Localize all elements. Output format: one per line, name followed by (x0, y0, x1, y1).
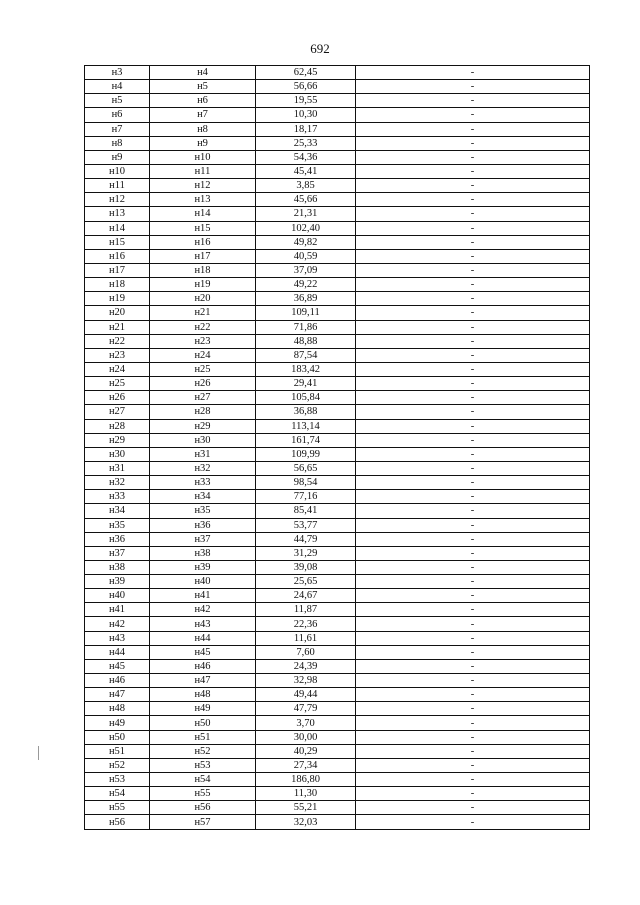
from-point-cell: н22 (85, 334, 150, 348)
table-row (85, 659, 590, 673)
table-row (85, 193, 590, 207)
table-row (85, 560, 590, 574)
to-point-cell: н43 (150, 617, 256, 631)
table-row (85, 179, 590, 193)
note-cell: - (356, 249, 590, 263)
note-cell: - (356, 122, 590, 136)
table-row (85, 292, 590, 306)
distance-cell: 36,88 (256, 405, 356, 419)
from-point-cell: н10 (85, 164, 150, 178)
table-row (85, 674, 590, 688)
table-row (85, 320, 590, 334)
to-point-cell: н16 (150, 235, 256, 249)
from-point-cell: н47 (85, 688, 150, 702)
note-cell: - (356, 560, 590, 574)
to-point-cell: н9 (150, 136, 256, 150)
to-point-cell: н37 (150, 532, 256, 546)
from-point-cell: н48 (85, 702, 150, 716)
table-row (85, 447, 590, 461)
from-point-cell: н17 (85, 263, 150, 277)
note-cell: - (356, 461, 590, 475)
table-row (85, 94, 590, 108)
to-point-cell: н48 (150, 688, 256, 702)
distance-cell: 85,41 (256, 504, 356, 518)
note-cell: - (356, 617, 590, 631)
distance-cell: 21,31 (256, 207, 356, 221)
distance-cell: 87,54 (256, 348, 356, 362)
note-cell: - (356, 730, 590, 744)
note-cell: - (356, 744, 590, 758)
from-point-cell: н5 (85, 94, 150, 108)
to-point-cell: н7 (150, 108, 256, 122)
table-row (85, 419, 590, 433)
distance-cell: 47,79 (256, 702, 356, 716)
distance-cell: 49,22 (256, 278, 356, 292)
to-point-cell: н44 (150, 631, 256, 645)
distance-cell: 24,39 (256, 659, 356, 673)
note-cell: - (356, 758, 590, 772)
from-point-cell: н23 (85, 348, 150, 362)
distance-cell: 62,45 (256, 66, 356, 80)
table-row (85, 348, 590, 362)
distance-cell: 49,44 (256, 688, 356, 702)
distance-cell: 56,66 (256, 80, 356, 94)
distance-cell: 18,17 (256, 122, 356, 136)
note-cell: - (356, 603, 590, 617)
from-point-cell: н39 (85, 575, 150, 589)
from-point-cell: н3 (85, 66, 150, 80)
table-row (85, 518, 590, 532)
note-cell: - (356, 688, 590, 702)
table-row (85, 80, 590, 94)
distance-cell: 25,33 (256, 136, 356, 150)
to-point-cell: н5 (150, 80, 256, 94)
from-point-cell: н14 (85, 221, 150, 235)
table-row (85, 433, 590, 447)
note-cell: - (356, 362, 590, 376)
note-cell: - (356, 773, 590, 787)
from-point-cell: н4 (85, 80, 150, 94)
note-cell: - (356, 66, 590, 80)
from-point-cell: н13 (85, 207, 150, 221)
note-cell: - (356, 348, 590, 362)
page-number: 692 (310, 41, 330, 56)
from-point-cell: н55 (85, 801, 150, 815)
from-point-cell: н27 (85, 405, 150, 419)
distance-cell: 49,82 (256, 235, 356, 249)
to-point-cell: н4 (150, 66, 256, 80)
distance-cell: 7,60 (256, 645, 356, 659)
from-point-cell: н18 (85, 278, 150, 292)
from-point-cell: н7 (85, 122, 150, 136)
table-row (85, 263, 590, 277)
from-point-cell: н50 (85, 730, 150, 744)
from-point-cell: н8 (85, 136, 150, 150)
distance-cell: 11,87 (256, 603, 356, 617)
table-row (85, 716, 590, 730)
table-row (85, 645, 590, 659)
from-point-cell: н30 (85, 447, 150, 461)
note-cell: - (356, 292, 590, 306)
table-row (85, 801, 590, 815)
note-cell: - (356, 278, 590, 292)
from-point-cell: н6 (85, 108, 150, 122)
from-point-cell: н24 (85, 362, 150, 376)
note-cell: - (356, 787, 590, 801)
table-row (85, 546, 590, 560)
from-point-cell: н21 (85, 320, 150, 334)
from-point-cell: н15 (85, 235, 150, 249)
to-point-cell: н12 (150, 179, 256, 193)
from-point-cell: н44 (85, 645, 150, 659)
to-point-cell: н34 (150, 490, 256, 504)
note-cell: - (356, 193, 590, 207)
note-cell: - (356, 716, 590, 730)
note-cell: - (356, 207, 590, 221)
table-row (85, 122, 590, 136)
distance-cell: 71,86 (256, 320, 356, 334)
from-point-cell: н52 (85, 758, 150, 772)
note-cell: - (356, 518, 590, 532)
distance-cell: 54,36 (256, 150, 356, 164)
table-row (85, 150, 590, 164)
table-row (85, 362, 590, 376)
from-point-cell: н56 (85, 815, 150, 829)
to-point-cell: н33 (150, 476, 256, 490)
distance-cell: 109,11 (256, 306, 356, 320)
note-cell: - (356, 476, 590, 490)
note-cell: - (356, 801, 590, 815)
to-point-cell: н10 (150, 150, 256, 164)
from-point-cell: н31 (85, 461, 150, 475)
note-cell: - (356, 532, 590, 546)
to-point-cell: н40 (150, 575, 256, 589)
distance-cell: 37,09 (256, 263, 356, 277)
from-point-cell: н41 (85, 603, 150, 617)
from-point-cell: н29 (85, 433, 150, 447)
note-cell: - (356, 221, 590, 235)
note-cell: - (356, 80, 590, 94)
to-point-cell: н30 (150, 433, 256, 447)
to-point-cell: н8 (150, 122, 256, 136)
table-row (85, 461, 590, 475)
distance-cell: 186,80 (256, 773, 356, 787)
from-point-cell: н37 (85, 546, 150, 560)
distance-cell: 19,55 (256, 94, 356, 108)
distance-cell: 11,61 (256, 631, 356, 645)
to-point-cell: н52 (150, 744, 256, 758)
from-point-cell: н36 (85, 532, 150, 546)
from-point-cell: н49 (85, 716, 150, 730)
from-point-cell: н16 (85, 249, 150, 263)
from-point-cell: н46 (85, 674, 150, 688)
to-point-cell: н14 (150, 207, 256, 221)
table-row (85, 603, 590, 617)
table-row (85, 377, 590, 391)
table-row (85, 221, 590, 235)
to-point-cell: н39 (150, 560, 256, 574)
distance-cell: 30,00 (256, 730, 356, 744)
from-point-cell: н28 (85, 419, 150, 433)
from-point-cell: н45 (85, 659, 150, 673)
to-point-cell: н29 (150, 419, 256, 433)
note-cell: - (356, 263, 590, 277)
table-row (85, 631, 590, 645)
table-row (85, 758, 590, 772)
note-cell: - (356, 94, 590, 108)
note-cell: - (356, 702, 590, 716)
note-cell: - (356, 674, 590, 688)
distance-cell: 22,36 (256, 617, 356, 631)
distance-cell: 10,30 (256, 108, 356, 122)
to-point-cell: н53 (150, 758, 256, 772)
to-point-cell: н38 (150, 546, 256, 560)
distance-cell: 113,14 (256, 419, 356, 433)
table-row (85, 617, 590, 631)
from-point-cell: н38 (85, 560, 150, 574)
to-point-cell: н46 (150, 659, 256, 673)
note-cell: - (356, 235, 590, 249)
to-point-cell: н13 (150, 193, 256, 207)
to-point-cell: н22 (150, 320, 256, 334)
from-point-cell: н26 (85, 391, 150, 405)
table-row (85, 787, 590, 801)
distance-cell: 55,21 (256, 801, 356, 815)
distance-cell: 3,70 (256, 716, 356, 730)
note-cell: - (356, 108, 590, 122)
table-row (85, 207, 590, 221)
distance-cell: 45,41 (256, 164, 356, 178)
distance-cell: 27,34 (256, 758, 356, 772)
to-point-cell: н28 (150, 405, 256, 419)
note-cell: - (356, 306, 590, 320)
distance-cell: 32,03 (256, 815, 356, 829)
table-row (85, 773, 590, 787)
table-row (85, 235, 590, 249)
distance-cell: 109,99 (256, 447, 356, 461)
from-point-cell: н40 (85, 589, 150, 603)
to-point-cell: н57 (150, 815, 256, 829)
note-cell: - (356, 504, 590, 518)
to-point-cell: н56 (150, 801, 256, 815)
to-point-cell: н20 (150, 292, 256, 306)
table-row (85, 575, 590, 589)
table-row (85, 744, 590, 758)
to-point-cell: н50 (150, 716, 256, 730)
distance-cell: 44,79 (256, 532, 356, 546)
table-row (85, 702, 590, 716)
distance-cell: 40,59 (256, 249, 356, 263)
to-point-cell: н24 (150, 348, 256, 362)
from-point-cell: н32 (85, 476, 150, 490)
to-point-cell: н11 (150, 164, 256, 178)
table-row (85, 306, 590, 320)
distance-cell: 39,08 (256, 560, 356, 574)
distance-cell: 40,29 (256, 744, 356, 758)
distance-cell: 29,41 (256, 377, 356, 391)
table-row (85, 476, 590, 490)
distance-cell: 45,66 (256, 193, 356, 207)
distance-cell: 183,42 (256, 362, 356, 376)
from-point-cell: н34 (85, 504, 150, 518)
note-cell: - (356, 136, 590, 150)
from-point-cell: н11 (85, 179, 150, 193)
note-cell: - (356, 334, 590, 348)
note-cell: - (356, 659, 590, 673)
note-cell: - (356, 179, 590, 193)
note-cell: - (356, 405, 590, 419)
to-point-cell: н31 (150, 447, 256, 461)
distance-cell: 25,65 (256, 575, 356, 589)
distance-cell: 24,67 (256, 589, 356, 603)
note-cell: - (356, 391, 590, 405)
table-row (85, 334, 590, 348)
table-row (85, 66, 590, 80)
distance-cell: 48,88 (256, 334, 356, 348)
to-point-cell: н36 (150, 518, 256, 532)
table-row (85, 589, 590, 603)
from-point-cell: н33 (85, 490, 150, 504)
note-cell: - (356, 447, 590, 461)
to-point-cell: н47 (150, 674, 256, 688)
table-row (85, 136, 590, 150)
note-cell: - (356, 815, 590, 829)
from-point-cell: н54 (85, 787, 150, 801)
distance-cell: 98,54 (256, 476, 356, 490)
distance-cell: 11,30 (256, 787, 356, 801)
to-point-cell: н49 (150, 702, 256, 716)
to-point-cell: н54 (150, 773, 256, 787)
from-point-cell: н35 (85, 518, 150, 532)
from-point-cell: н9 (85, 150, 150, 164)
from-point-cell: н20 (85, 306, 150, 320)
from-point-cell: н51 (85, 744, 150, 758)
to-point-cell: н19 (150, 278, 256, 292)
table-row (85, 504, 590, 518)
distance-cell: 32,98 (256, 674, 356, 688)
distance-cell: 77,16 (256, 490, 356, 504)
table-body (85, 66, 590, 830)
from-point-cell: н25 (85, 377, 150, 391)
distance-cell: 31,29 (256, 546, 356, 560)
to-point-cell: н45 (150, 645, 256, 659)
note-cell: - (356, 164, 590, 178)
table-row (85, 278, 590, 292)
to-point-cell: н27 (150, 391, 256, 405)
to-point-cell: н15 (150, 221, 256, 235)
distance-cell: 53,77 (256, 518, 356, 532)
to-point-cell: н55 (150, 787, 256, 801)
note-cell: - (356, 546, 590, 560)
distance-cell: 56,65 (256, 461, 356, 475)
table-row (85, 532, 590, 546)
table-row (85, 688, 590, 702)
from-point-cell: н19 (85, 292, 150, 306)
to-point-cell: н41 (150, 589, 256, 603)
to-point-cell: н17 (150, 249, 256, 263)
note-cell: - (356, 575, 590, 589)
distance-cell: 36,89 (256, 292, 356, 306)
to-point-cell: н23 (150, 334, 256, 348)
note-cell: - (356, 419, 590, 433)
table-row (85, 249, 590, 263)
note-cell: - (356, 433, 590, 447)
to-point-cell: н6 (150, 94, 256, 108)
to-point-cell: н32 (150, 461, 256, 475)
table-row (85, 490, 590, 504)
to-point-cell: н42 (150, 603, 256, 617)
note-cell: - (356, 589, 590, 603)
table-row (85, 405, 590, 419)
table-row (85, 730, 590, 744)
note-cell: - (356, 150, 590, 164)
table-row (85, 815, 590, 829)
note-cell: - (356, 645, 590, 659)
boundary-table (84, 65, 590, 830)
note-cell: - (356, 490, 590, 504)
to-point-cell: н26 (150, 377, 256, 391)
table-row (85, 108, 590, 122)
note-cell: - (356, 377, 590, 391)
to-point-cell: н51 (150, 730, 256, 744)
to-point-cell: н35 (150, 504, 256, 518)
note-cell: - (356, 631, 590, 645)
from-point-cell: н43 (85, 631, 150, 645)
table-row (85, 164, 590, 178)
to-point-cell: н21 (150, 306, 256, 320)
from-point-cell: н12 (85, 193, 150, 207)
distance-cell: 3,85 (256, 179, 356, 193)
scan-speck (38, 746, 39, 760)
to-point-cell: н25 (150, 362, 256, 376)
distance-cell: 102,40 (256, 221, 356, 235)
distance-cell: 161,74 (256, 433, 356, 447)
table-row (85, 391, 590, 405)
note-cell: - (356, 320, 590, 334)
distance-cell: 105,84 (256, 391, 356, 405)
from-point-cell: н42 (85, 617, 150, 631)
to-point-cell: н18 (150, 263, 256, 277)
from-point-cell: н53 (85, 773, 150, 787)
